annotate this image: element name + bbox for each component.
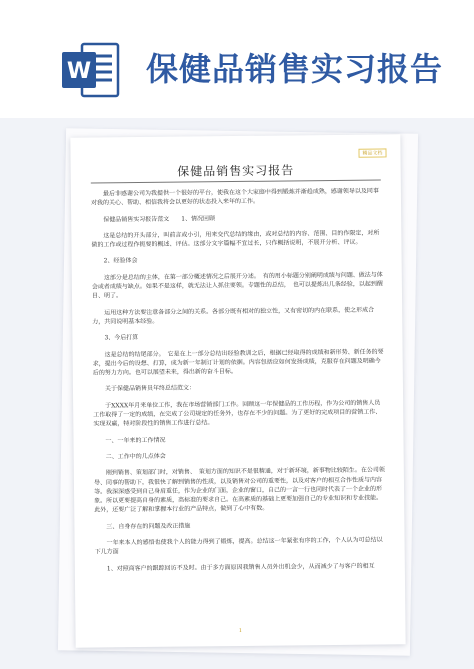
document-body	[91, 186, 387, 580]
header-banner	[0, 0, 474, 118]
word-document-icon	[58, 38, 122, 102]
paragraph: 这是总结的开头部分，叫前言或小引，用来交代总结的缘由，或对总结的内容、范围、目的作限定，对所做的工作或过程作扼要的概述、评估。这部分文字篇幅不宜过长，只作概括说明，不展开分析、评议。	[91, 229, 380, 249]
paragraph: 这部分是总结的主体，在第一部分概述情况之后展开分述。 有的用小标题分别阐明成绩与问题、做法与体会或者成绩与缺点。如果不是这样，就无法让人抓住要领。专题性的总结， 也可以提炼出几条经验，以起到醒目、明了。	[91, 271, 383, 300]
section-heading: 三、自身存在的问题及改正措施	[106, 522, 191, 531]
section-heading: 3、今后打算	[104, 334, 139, 342]
section-heading: 2、经验体会	[103, 257, 138, 265]
paragraph: 刚到销售、策划部门时，对销售、 策划方面的知识不是很精通，对于新环境，新事物比较陌生。在公司领导、同事的帮助下，我很快了解到销售的性质，以及销售对公司的重要性，以及对客户的相互合作性质与内容等。我深深感受到自己身肩重任，作为企业的门面，企业的窗口，自己的一言一行也同时代表了一个企业的形象。所以更要提高自身的素质，高标准的要求自己。在高素质的基础上更要加强自己的专业知识和专业技能。此外，还要广泛了解和掌握本行业的产品特点，做到了心中有数。	[93, 466, 385, 514]
paragraph: 关于保健品销售员年终总结范文：	[104, 384, 196, 393]
document-page	[70, 134, 405, 647]
document-badge: 精品文档	[358, 148, 386, 157]
paragraph: 一年来本人的感悟也使我个人的能力得到了锻炼，提高。总结这一年紧张有序的工作，个人认为可总结以下几方面	[94, 536, 383, 556]
document-title: 保健品销售实习报告	[177, 163, 295, 179]
paragraph: 这是总结的结尾部分。 它是在上一部分总结出经验教训之后，根据已经取得的成绩和新形势、新任务的要求，提出今后的设想、打算，成为新一年制订计划的依据。内容包括应如何发扬成绩，克服存在问题及明确今后的努力方向。也可以展望未来，得出新的奋斗目标。	[92, 348, 384, 377]
paragraph: 保健品销售实习报告范文 1、情况回顾	[103, 214, 216, 223]
banner-title: 保健品销售实习报告	[146, 50, 444, 88]
logo-letter: W	[66, 59, 92, 84]
paragraph: 1、对照商客户的跟踪回访不及时。由于多方面原因我销售人员外出机会少，从而减少了与客户的相互	[106, 562, 375, 572]
section-heading: 二、工作中的几点体会	[105, 452, 166, 461]
page-number: 1	[238, 627, 243, 635]
section-heading: 一、一年来的工作情况	[105, 436, 166, 445]
paragraph: 运用这种方法要注意各部分之间的关系。各部分既有相对的独立性，又有密切的内在联系，使之形成合力，共同说明基本经验。	[92, 306, 375, 326]
paragraph: 于XXXX年月来单位工作，我在市场营销部门工作。回顾这一年保健品的工作历程，作为公司的销售人员工作取得了一定的成绩，在完成了公司规定的任务外，也存在不少的问题。为了更好的完成项目的营销工作、实现双赢，特对阶段性的销售工作进行总结。	[93, 399, 382, 428]
paragraph: 最后非感谢公司为我提供一个很好的平台，使我在这个大家庭中得到锻炼并渐趋成熟，感谢领导以及同事对我的关心、帮助、相信我将会以更好的状态投入来年的工作。	[90, 187, 379, 207]
title-divider	[91, 179, 381, 183]
